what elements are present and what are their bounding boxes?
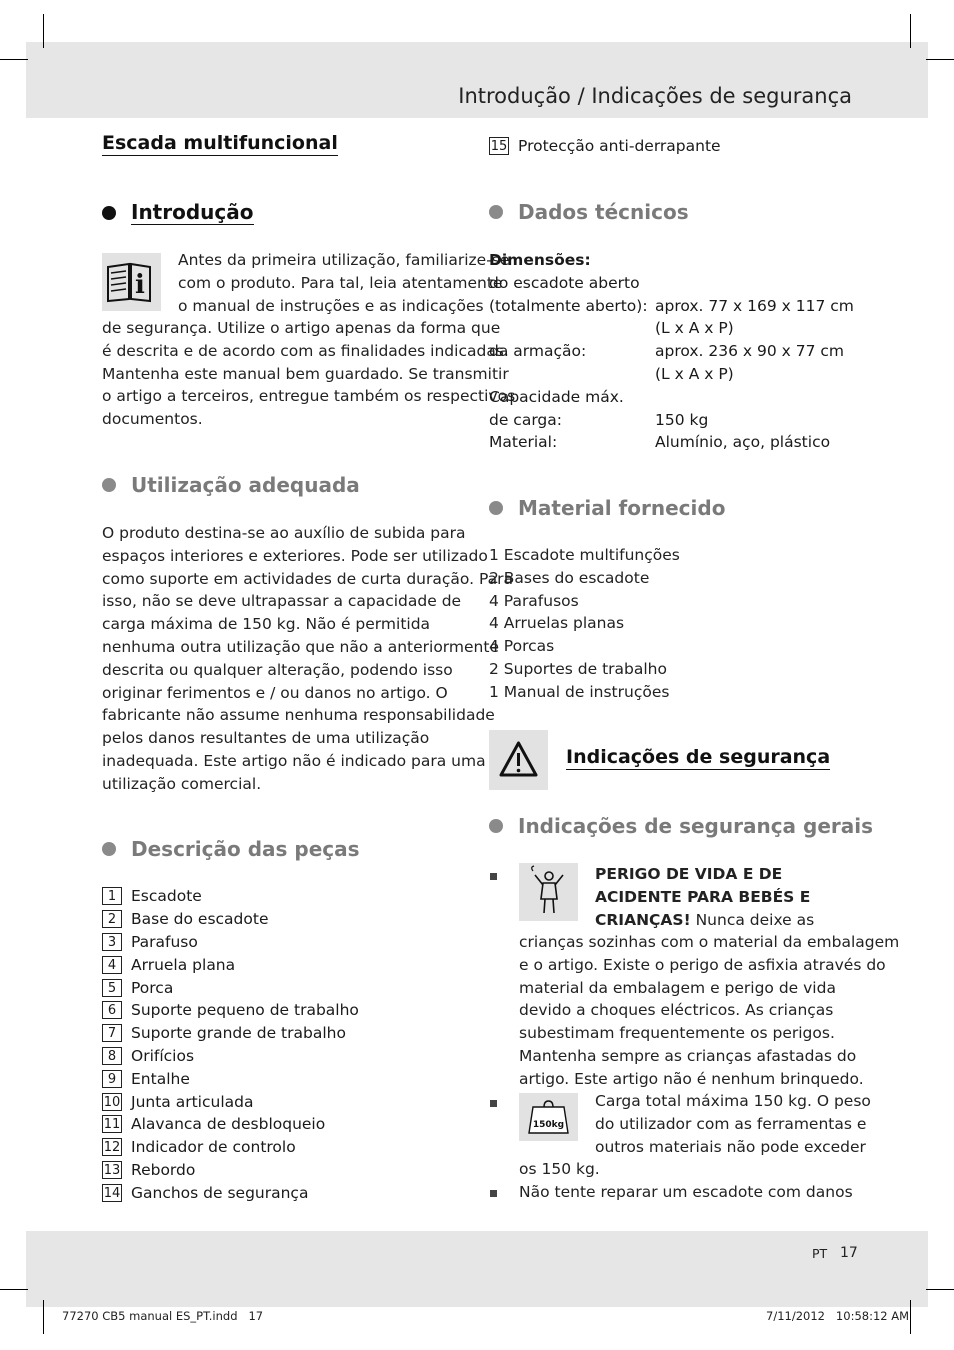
spec-value: (L x A x P) [655, 364, 734, 383]
part-label: Escadote [131, 887, 202, 906]
page-number: 17 [840, 1245, 858, 1261]
text-line: e o artigo. Existe o perigo de asfixia através do [519, 955, 886, 974]
text-line: Antes da primeira utilização, familiarize-se [178, 251, 510, 269]
list-item: 4 Porcas [489, 637, 555, 656]
text-line [595, 909, 814, 932]
part-number: 10 [103, 1094, 121, 1110]
list-item: 2 Suportes de trabalho [489, 659, 667, 678]
list-item [102, 1159, 359, 1182]
file-name: 77270 CB5 manual ES_PT.indd 17 [62, 1309, 264, 1323]
text-line: artigo. Este artigo não é nenhum brinquedo. [519, 1069, 864, 1088]
text-line: PERIGO DE VIDA E DE [595, 865, 783, 883]
part-label: Protecção anti-derrapante [518, 137, 721, 156]
list-item [102, 999, 359, 1022]
list-item [102, 1067, 359, 1090]
text-line: o manual de instruções e as indicações [178, 296, 484, 315]
part-number: 13 [103, 1162, 121, 1178]
list-item [102, 1090, 359, 1113]
svg-text:i: i [135, 270, 145, 300]
bullet-dot [489, 501, 503, 515]
parts-list [102, 885, 359, 1204]
square-bullet [490, 873, 497, 880]
table-row [489, 317, 854, 340]
weight-text [595, 1090, 871, 1158]
bold-text: CRIANÇAS! [595, 910, 691, 929]
square-bullet [490, 1190, 497, 1197]
part-number: 15 [490, 139, 508, 155]
table-row [489, 409, 854, 432]
text-line: como suporte em actividades de curta duração. Para [102, 569, 513, 588]
text-line: ACIDENTE PARA BEBÉS E [595, 887, 811, 906]
text-line: Mantenha sempre as crianças afastadas do [519, 1046, 857, 1065]
intro-text [102, 317, 515, 431]
text-line: originar ferimentos e / ou danos no artigo. O [102, 683, 448, 702]
list-item [102, 1181, 359, 1204]
bullet-dot [102, 842, 116, 856]
part-number: 3 [102, 933, 122, 951]
text-line: é descrita e de acordo com as finalidades indicadas. [102, 341, 509, 360]
list-item: 4 Arruelas planas [489, 614, 625, 633]
list-item [102, 1113, 359, 1136]
part-label: Junta articulada [131, 1092, 254, 1111]
list-item: 4 Parafusos [489, 591, 579, 610]
crop-mark [43, 1300, 44, 1334]
weight-text-tail: os 150 kg. [519, 1160, 600, 1178]
list-item [489, 135, 721, 158]
safety-heading: Indicações de segurança [566, 746, 831, 768]
text-line: Carga total máxima 150 kg. O peso [595, 1092, 871, 1110]
part-label: Ganchos de segurança [131, 1183, 309, 1202]
list-item [102, 1045, 359, 1068]
part-label: Alavanca de desbloqueio [131, 1115, 326, 1134]
spec-key [489, 317, 655, 340]
section-heading: Descrição das peças [131, 837, 360, 861]
weight-150kg-icon [519, 1093, 578, 1141]
section-utilizacao [102, 473, 360, 497]
spec-key: da armação: [489, 342, 587, 361]
text-line: carga máxima de 150 kg. Não é permitida [102, 615, 431, 634]
crop-mark [0, 59, 28, 60]
child-warning-bold-text [595, 863, 814, 931]
page-header-title: Introdução / Indicações de segurança [458, 84, 852, 108]
spec-value: (L x A x P) [655, 319, 734, 338]
list-item [102, 885, 359, 908]
text-line: devido a choques eléctricos. As crianças [519, 1001, 834, 1020]
crop-mark [926, 59, 954, 60]
table-row [489, 363, 854, 386]
list-item [102, 953, 359, 976]
spec-key: Capacidade máx. [489, 387, 624, 406]
section-descricao [102, 837, 360, 861]
text-line: fabricante não assume nenhuma responsabilidade [102, 706, 495, 725]
use-text [102, 522, 513, 796]
weight-icon-label: 150kg [532, 1120, 565, 1130]
list-item [102, 976, 359, 999]
footer-band [26, 1231, 928, 1307]
spec-key: do escadote aberto [489, 273, 640, 292]
part-number: 1 [102, 887, 122, 905]
text-line: de segurança. Utilize o artigo apenas da forma que [102, 319, 501, 337]
section-seguranca-gerais [489, 814, 873, 838]
table-row [489, 340, 854, 363]
part-label: Parafuso [131, 932, 198, 951]
text-line: crianças sozinhas com o material da embalagem [519, 933, 900, 951]
bullet-dot [102, 206, 116, 220]
list-item [102, 931, 359, 954]
table-row [489, 386, 854, 409]
section-heading: Indicações de segurança gerais [518, 814, 874, 838]
text-line: O produto destina-se ao auxílio de subida para [102, 524, 466, 542]
text-line: do utilizador com as ferramentas e [595, 1114, 867, 1133]
text-line: subestimam frequentemente os perigos. [519, 1024, 835, 1043]
list-item [102, 908, 359, 931]
text-line: com o produto. Para tal, leia atentamente [178, 273, 503, 292]
section-material-fornecido [489, 496, 725, 520]
part-label: Suporte grande de trabalho [131, 1024, 346, 1043]
table-row [489, 295, 854, 318]
bullet-dot [489, 819, 503, 833]
bullet-dot [489, 205, 503, 219]
list-item [102, 1136, 359, 1159]
part-number: 12 [103, 1140, 121, 1156]
text-line: utilização comercial. [102, 774, 262, 793]
spec-value: aprox. 236 x 90 x 77 cm [655, 342, 845, 361]
spec-value: aprox. 77 x 169 x 117 cm [655, 296, 854, 315]
part-label: Orifícios [131, 1046, 195, 1065]
crop-mark [43, 14, 44, 48]
text-line: espaços interiores e exteriores. Pode ser utilizado [102, 546, 488, 565]
text-line: outros materiais não pode exceder [595, 1137, 866, 1156]
crop-mark [910, 1300, 911, 1334]
text-line: inadequada. Este artigo não é indicado para uma [102, 751, 486, 770]
part-label: Rebordo [131, 1160, 196, 1179]
part-number: 4 [102, 956, 122, 974]
section-heading: Utilização adequada [131, 473, 360, 497]
part-number: 11 [103, 1117, 121, 1133]
crop-mark [910, 14, 911, 48]
text-line: descrita ou qualquer alteração, podendo isso [102, 660, 453, 679]
part-label: Porca [131, 978, 174, 997]
text-line: isso, não se deve ultrapassar a capacidade de [102, 592, 462, 611]
spec-key: (totalmente aberto): [489, 296, 648, 315]
part-number: 9 [102, 1070, 122, 1088]
warning-triangle-icon [489, 730, 548, 790]
part-label: Suporte pequeno de trabalho [131, 1001, 359, 1020]
list-item [102, 1022, 359, 1045]
part-number: 8 [102, 1047, 122, 1065]
repair-warning-text: Não tente reparar um escadote com danos [519, 1183, 853, 1201]
main-heading: Escada multifuncional [102, 132, 338, 154]
section-heading: Dados técnicos [518, 200, 689, 224]
intro-text-indented [178, 249, 509, 317]
text-line: Mantenha este manual bem guardado. Se transmitir [102, 364, 509, 383]
info-book-icon [102, 253, 161, 311]
dimensions-label: Dimensões: [489, 251, 591, 269]
list-item: 1 Escadote multifunções [489, 546, 680, 564]
list-item: 1 Manual de instruções [489, 682, 670, 701]
part-number: 7 [102, 1024, 122, 1042]
section-introducao [102, 200, 254, 225]
child-warning-icon [519, 863, 578, 921]
part-label: Base do escadote [131, 910, 269, 929]
spec-key: de carga: [489, 410, 562, 429]
text-line: nenhuma outra utilização que não a anteriormente [102, 637, 499, 656]
spec-key [489, 363, 655, 386]
tech-data-table [489, 249, 854, 454]
part-label: Arruela plana [131, 955, 236, 974]
table-row [489, 272, 854, 295]
text-line: o artigo a terceiros, entregue também os respectivos [102, 387, 516, 406]
part-number: 14 [103, 1185, 121, 1201]
crop-mark [926, 1289, 954, 1290]
part-label: Indicador de controlo [131, 1138, 296, 1157]
spec-key: Material: [489, 433, 558, 452]
section-heading: Introdução [131, 200, 254, 224]
part-label: Entalhe [131, 1069, 190, 1088]
crop-mark [0, 1289, 28, 1290]
square-bullet [490, 1100, 497, 1107]
bullet-dot [102, 478, 116, 492]
spec-value: 150 kg [655, 410, 709, 429]
text-line: pelos danos resultantes de uma utilização [102, 729, 430, 748]
part-number: 2 [102, 910, 122, 928]
part-number: 6 [102, 1001, 122, 1019]
section-heading: Material fornecido [518, 496, 726, 520]
section-dados-tecnicos [489, 200, 689, 224]
text-line: material da embalagem e perigo de vida [519, 978, 836, 997]
list-item: 2 Bases do escadote [489, 568, 650, 587]
part-number: 5 [102, 979, 122, 997]
text-line: documentos. [102, 410, 203, 429]
child-warning-text [519, 931, 899, 1091]
language-code: PT [812, 1246, 828, 1261]
print-date: 7/11/2012 10:58:12 AM [766, 1309, 910, 1323]
spec-value: Alumínio, aço, plástico [655, 433, 831, 452]
table-row [489, 431, 854, 454]
supply-list [489, 544, 680, 704]
text-run: Nunca deixe as [690, 910, 815, 929]
